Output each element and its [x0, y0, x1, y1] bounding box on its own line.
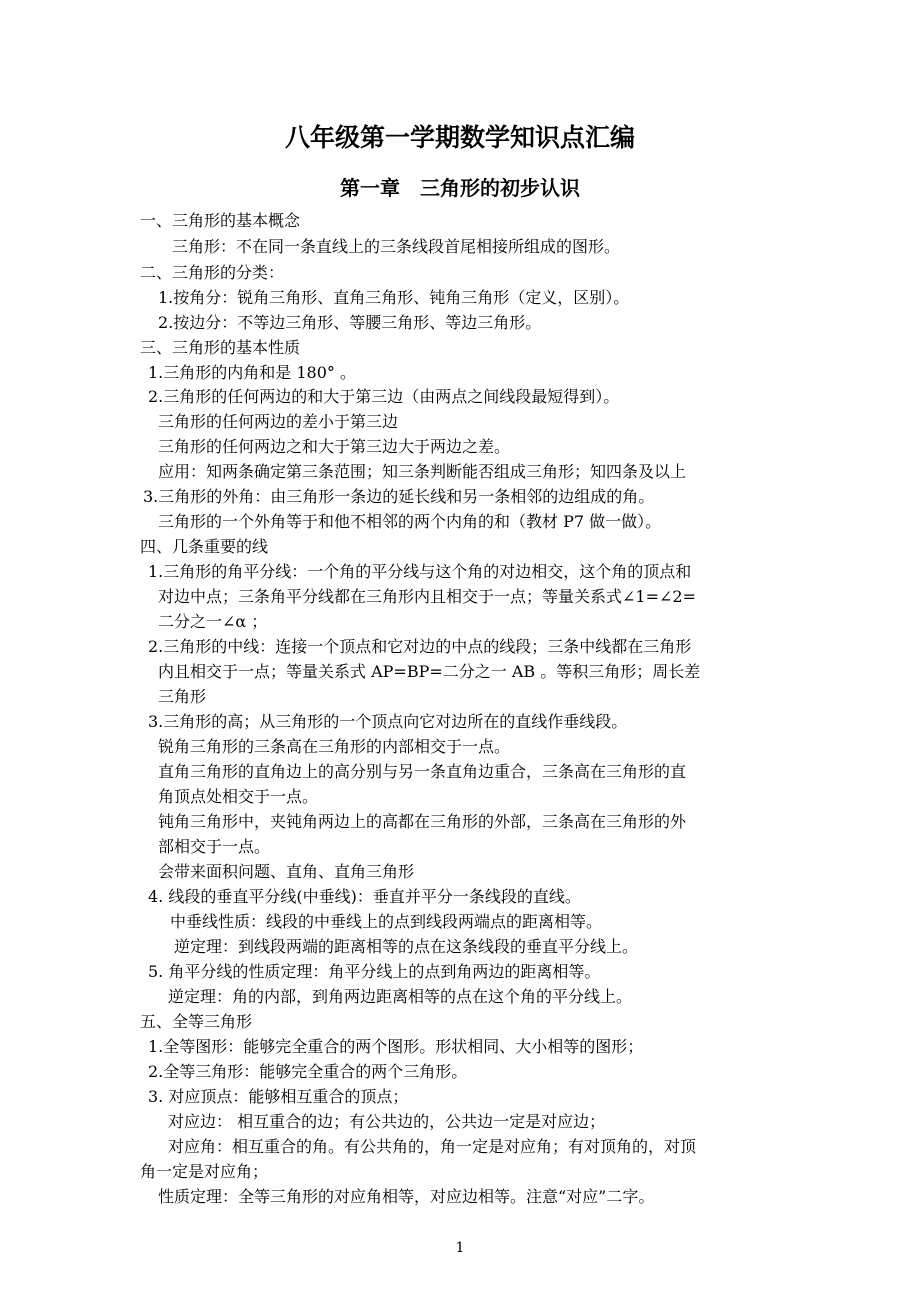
text-line: 三角形的任何两边之和大于第三边大于两边之差。 [158, 437, 511, 456]
text-line: 锐角三角形的三条高在三角形的内部相交于一点。 [158, 737, 511, 756]
chapter-heading: 第一章 三角形的初步认识 [340, 176, 580, 200]
text-line: 三角形 [158, 687, 207, 706]
text-line: 逆定理：到线段两端的距离相等的点在这条线段的垂直平分线上。 [174, 937, 639, 956]
text-line: 5. 角平分线的性质定理：角平分线上的点到角两边的距离相等。 [148, 962, 601, 981]
text-line: 三角形的任何两边的差小于第三边 [158, 412, 399, 431]
section-heading: 五、全等三角形 [140, 1012, 253, 1031]
text-line: 2.三角形的中线：连接一个顶点和它对边的中点的线段；三条中线都在三角形 [148, 637, 692, 656]
text-line: 会带来面积问题、直角、直角三角形 [158, 862, 415, 881]
text-line: 应用：知两条确定第三条范围；知三条判断能否组成三角形；知四条及以上 [158, 462, 687, 481]
text-line: 角顶点处相交于一点。 [158, 787, 319, 806]
text-line: 三角形：不在同一条直线上的三条线段首尾相接所组成的图形。 [172, 237, 621, 256]
text-line: 对应边： 相互重合的边；有公共边的，公共边一定是对应边； [168, 1112, 606, 1131]
text-line: 4. 线段的垂直平分线(中垂线)：垂直并平分一条线段的直线。 [148, 887, 581, 906]
text-line: 中垂线性质：线段的中垂线上的点到线段两端点的距离相等。 [170, 912, 603, 931]
text-line: 1.三角形的内角和是 180° 。 [148, 363, 356, 382]
text-line: 2.三角形的任何两边的和大于第三边（由两点之间线段最短得到）。 [148, 387, 620, 406]
text-line: 角一定是对应角； [140, 1162, 269, 1181]
text-line: 2.按边分：不等边三角形、等腰三角形、等边三角形。 [158, 313, 542, 332]
section-heading: 二、三角形的分类： [140, 263, 285, 282]
text-line: 1.三角形的角平分线：一个角的平分线与这个角的对边相交，这个角的顶点和 [148, 562, 692, 581]
text-line: 对应角：相互重合的角。有公共角的，角一定是对应角；有对顶角的，对顶 [168, 1137, 697, 1156]
text-line: 3.三角形的高；从三角形的一个顶点向它对边所在的直线作垂线段。 [148, 712, 628, 731]
text-line: 对边中点；三条角平分线都在三角形内且相交于一点；等量关系式∠1=∠2= [158, 587, 696, 606]
text-line: 1.按角分：锐角三角形、直角三角形、钝角三角形（定义，区别）。 [158, 288, 630, 307]
document-title: 八年级第一学期数学知识点汇编 [284, 123, 635, 152]
text-line: 3.三角形的外角：由三角形一条边的延长线和另一条相邻的边组成的角。 [143, 487, 655, 506]
text-line: 2.全等三角形：能够完全重合的两个三角形。 [148, 1062, 468, 1081]
text-line: 钝角三角形中，夹钝角两边上的高都在三角形的外部，三条高在三角形的外 [158, 812, 687, 831]
text-line: 直角三角形的直角边上的高分别与另一条直角边重合，三条高在三角形的直 [158, 762, 687, 781]
text-line: 性质定理：全等三角形的对应角相等，对应边相等。注意“对应”二字。 [158, 1187, 655, 1206]
text-line: 3. 对应顶点：能够相互重合的顶点； [148, 1087, 409, 1106]
text-line: 二分之一∠α ； [158, 612, 268, 631]
section-heading: 四、几条重要的线 [140, 537, 269, 556]
section-heading: 三、三角形的基本性质 [140, 338, 301, 357]
text-line: 部相交于一点。 [158, 837, 271, 856]
page-number: 1 [455, 1240, 465, 1256]
section-heading: 一、三角形的基本概念 [140, 211, 301, 230]
text-line: 三角形的一个外角等于和他不相邻的两个内角的和（教材 P7 做一做）。 [158, 512, 662, 531]
text-line: 1.全等图形：能够完全重合的两个图形。形状相同、大小相等的图形； [148, 1037, 644, 1056]
text-line: 内且相交于一点；等量关系式 AP=BP=二分之一 AB 。等积三角形；周长差 [158, 662, 701, 681]
text-line: 逆定理：角的内部，到角两边距离相等的点在这个角的平分线上。 [168, 987, 633, 1006]
